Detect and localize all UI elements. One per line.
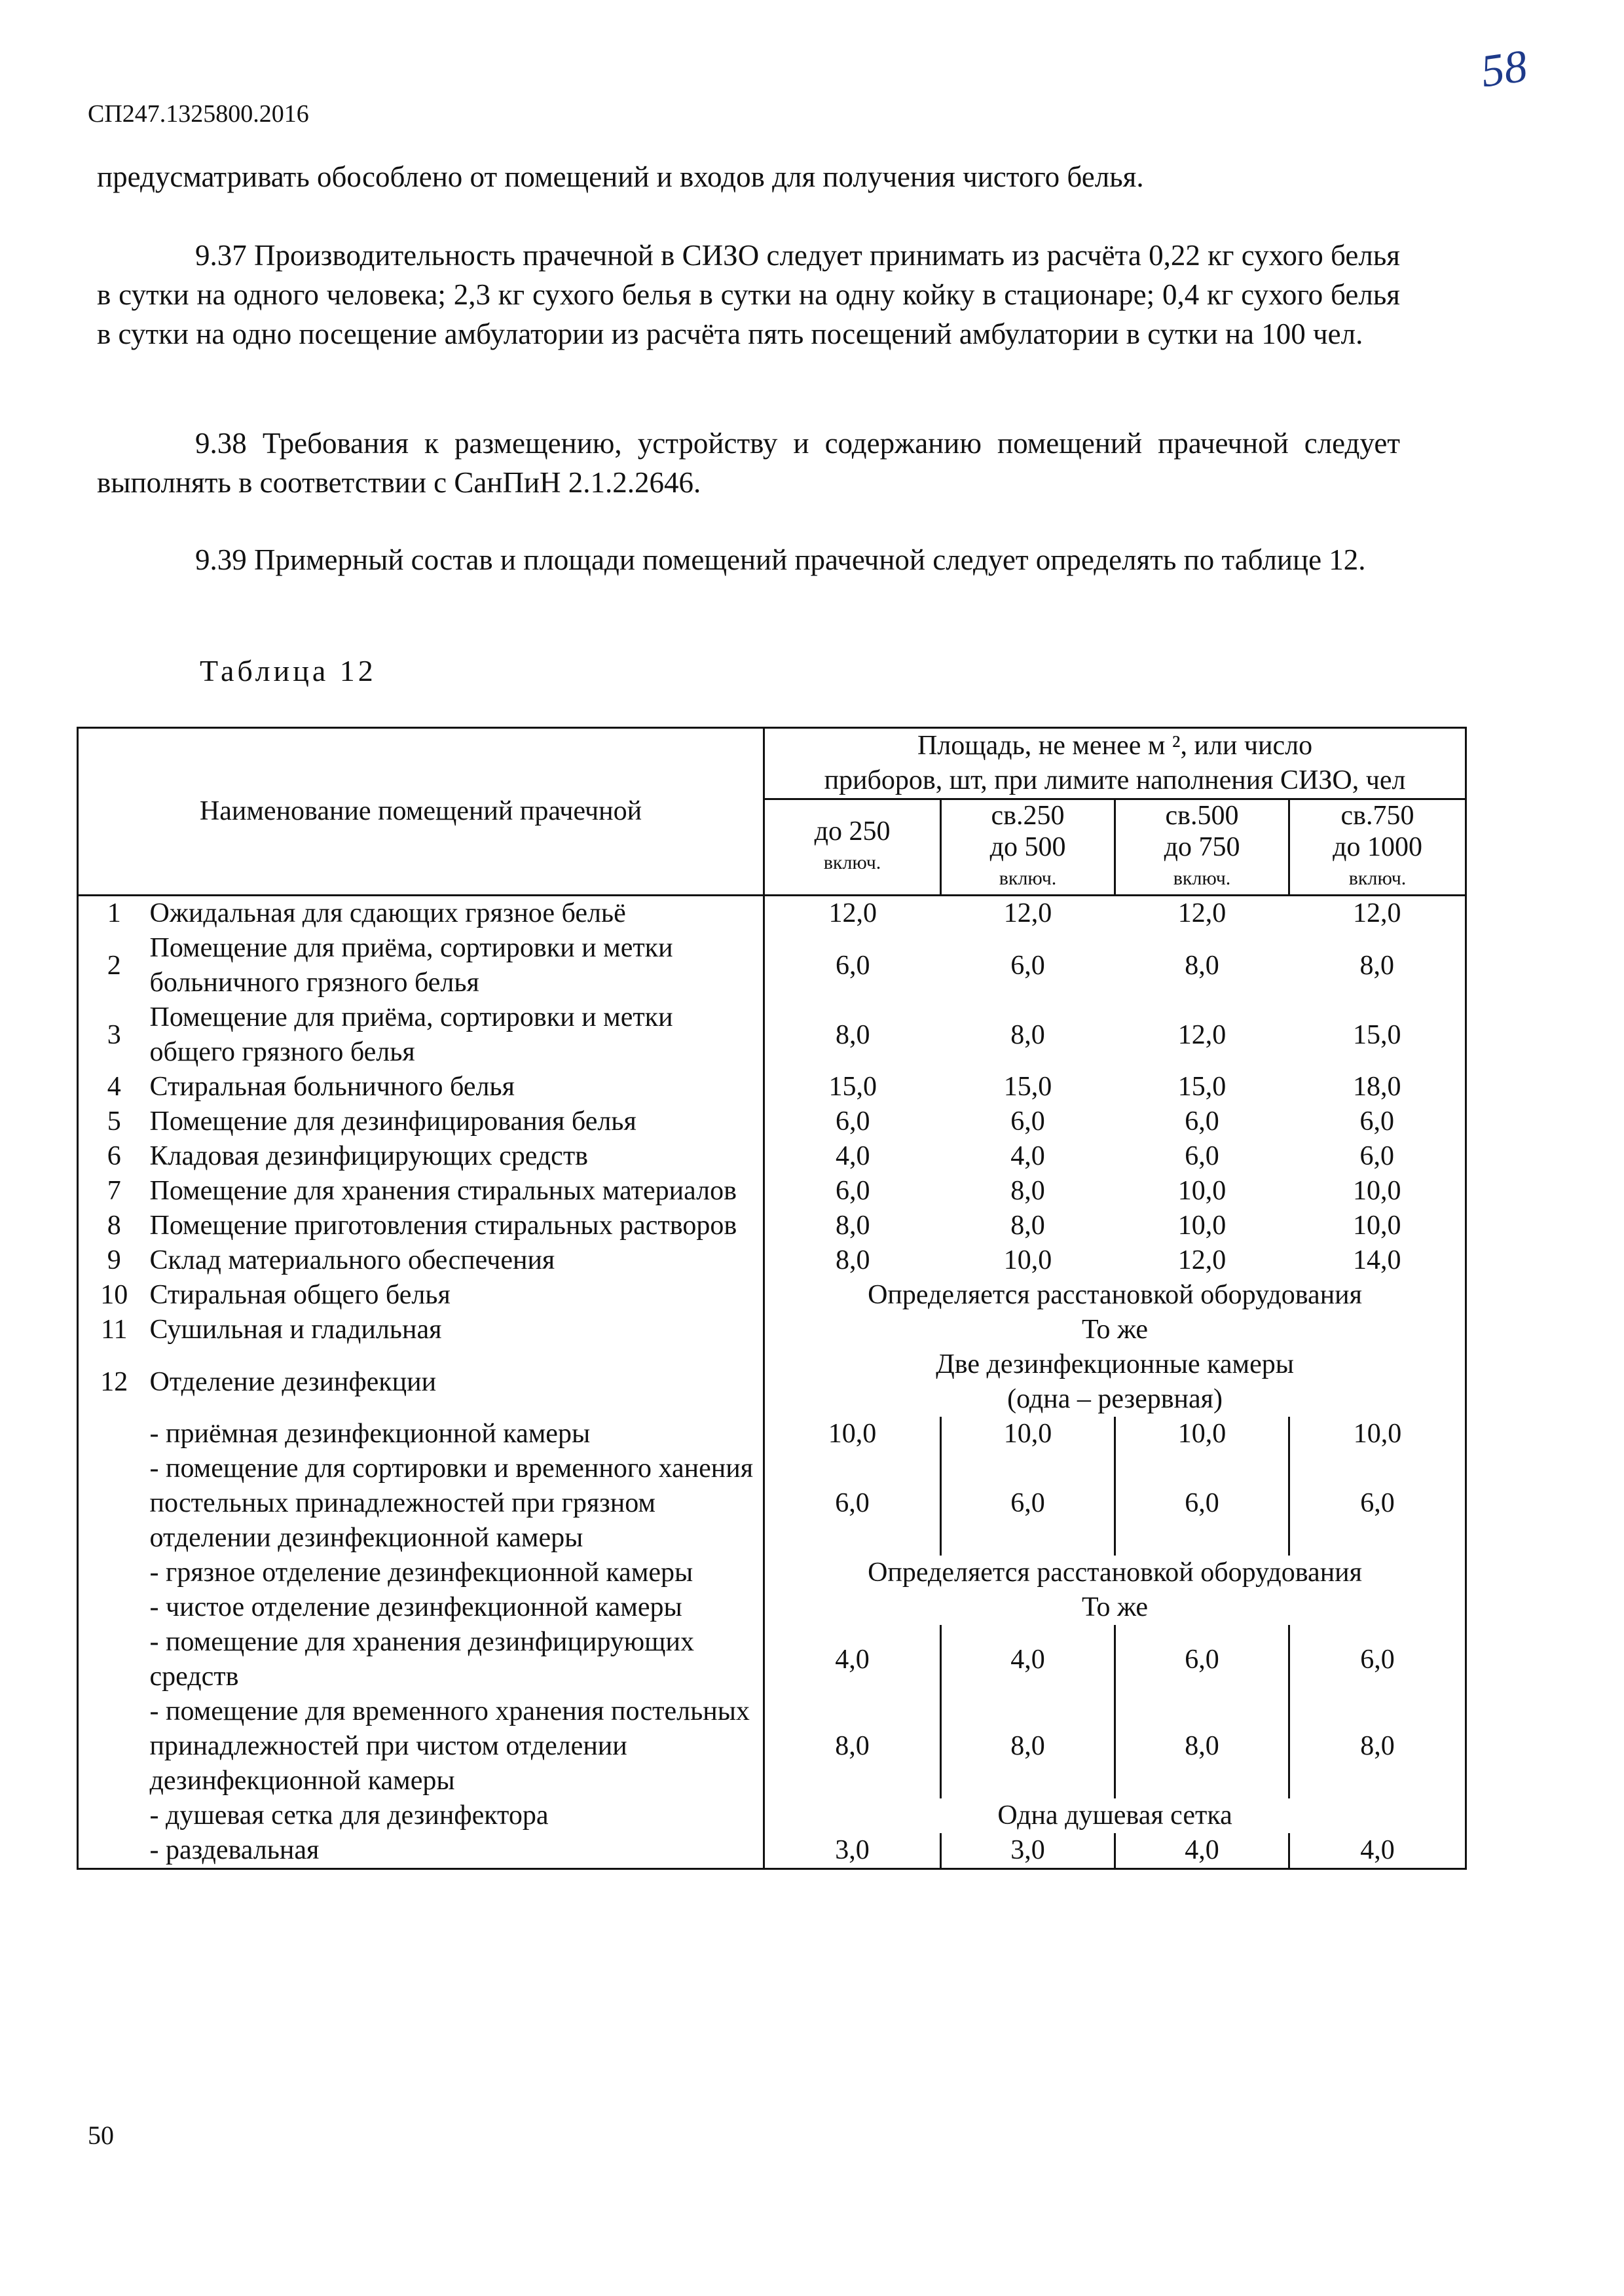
header-col-4-line-c: включ.: [1348, 867, 1407, 889]
value-cell: 6,0: [1010, 1106, 1045, 1137]
header-col-250-500: [941, 799, 1115, 896]
row-name: Отделение дезинфекции: [150, 1347, 764, 1417]
value-cell: 8,0: [835, 1731, 870, 1761]
value-cell: 6,0: [835, 1488, 870, 1518]
value-cell: 15,0: [1289, 1000, 1466, 1070]
table-row: [78, 1347, 1466, 1417]
row-number: 6: [78, 1139, 150, 1174]
table-sub-row: [78, 1833, 1466, 1869]
value-cell: 12,0: [828, 898, 877, 928]
header-room-name: Наименование помещений прачечной: [78, 728, 764, 896]
value-cell: 10,0: [941, 1417, 1115, 1451]
merged-note: Одна душевая сетка: [764, 1798, 1466, 1833]
value-cell: 15,0: [1177, 1072, 1227, 1102]
row-number-empty: [78, 1694, 150, 1798]
header-col-1-line-a: до 250: [814, 816, 891, 847]
value-cell: 6,0: [1185, 1106, 1219, 1137]
value-cell: 6,0: [836, 1106, 870, 1137]
header-col-2-line-a: св.250: [991, 801, 1065, 831]
row-name: Склад материального обеспечения: [150, 1243, 764, 1278]
row-name: - помещение для сортировки и временного ханения постельных принадлежностей при грязном отделении дезинфекционной камеры: [150, 1451, 764, 1556]
value-cell: 10,0: [1115, 1417, 1289, 1451]
value-cell: 15,0: [1003, 1072, 1052, 1102]
value-cell: 8,0: [836, 1211, 870, 1241]
page-number: 50: [88, 2121, 114, 2150]
header-col-3-line-a: св.500: [1165, 801, 1239, 831]
value-cell: 8,0: [1010, 1019, 1045, 1050]
value-cell: 6,0: [1115, 1451, 1289, 1556]
value-cell: 8,0: [836, 1019, 870, 1050]
value-cell: 8,0: [941, 1694, 1115, 1798]
table-row: [78, 1243, 1466, 1278]
header-col-750-1000: [1289, 799, 1466, 896]
paragraph-9-38: 9.38 Требования к размещению, устройству и содержанию помещений прачечной следует выполнять в соответствии с СанПиН 2.1.2.2646.: [97, 427, 1400, 499]
header-col-upto-250: [764, 799, 941, 896]
row-number: 8: [78, 1209, 150, 1243]
row-name: - приёмная дезинфекционной камеры: [150, 1417, 764, 1451]
value-cell: 10,0: [828, 1419, 877, 1449]
value-cell: 8,0: [1289, 1694, 1466, 1798]
value-cell: 6,0: [1289, 1451, 1466, 1556]
row-name: Помещение для приёма, сортировки и метки больничного грязного белья: [150, 931, 764, 1000]
value-cell: 4,0: [836, 1141, 870, 1171]
value-cell: 10,0: [1289, 1209, 1466, 1243]
value-cell: 6,0: [836, 1176, 870, 1206]
table-row: [78, 896, 1466, 932]
row-name: Стиральная общего белья: [150, 1278, 764, 1313]
row-name: Помещение для хранения стиральных материалов: [150, 1174, 764, 1209]
row-number-empty: [78, 1417, 150, 1451]
table-sub-row: [78, 1798, 1466, 1833]
value-cell: 6,0: [941, 1451, 1115, 1556]
row-name: - помещение для хранения дезинфицирующих средств: [150, 1625, 764, 1694]
table-row: [78, 931, 1466, 1000]
value-cell: 4,0: [1010, 1141, 1045, 1171]
table-row: [78, 1278, 1466, 1313]
header-col-500-750: [1115, 799, 1289, 896]
header-col-4-line-a: св.750: [1340, 801, 1414, 831]
value-cell: 18,0: [1289, 1070, 1466, 1104]
value-cell: 3,0: [941, 1833, 1115, 1869]
value-cell: 6,0: [1289, 1625, 1466, 1694]
value-cell: 10,0: [1289, 1174, 1466, 1209]
value-cell: 15,0: [828, 1072, 877, 1102]
paragraph-9-37: 9.37 Производительность прачечной в СИЗО следует принимать из расчёта 0,22 кг сухого белья в сутки на одного человека; 2,3 кг сухого белья в сутки на одну койку в стационаре; 0,4 кг сухого белья в сутки на одно посещение амбулатории из расчёта пять посещений амбулатории в сутки на 100 чел.: [97, 239, 1400, 350]
value-cell: 14,0: [1289, 1243, 1466, 1278]
value-cell: 12,0: [1177, 1245, 1227, 1275]
row-name: - грязное отделение дезинфекционной камеры: [150, 1556, 764, 1590]
row-number: 10: [78, 1278, 150, 1313]
value-cell: 8,0: [1289, 931, 1466, 1000]
row-name: Кладовая дезинфицирующих средств: [150, 1139, 764, 1174]
row-number-empty: [78, 1556, 150, 1590]
value-cell: 12,0: [1289, 896, 1466, 932]
merged-note: То же: [764, 1590, 1466, 1625]
value-cell: 10,0: [1289, 1417, 1466, 1451]
value-cell: 12,0: [1177, 898, 1227, 928]
merged-note-line-1: Две дезинфекционные камеры: [936, 1349, 1294, 1379]
value-cell: 8,0: [836, 1245, 870, 1275]
value-cell: 6,0: [1289, 1139, 1466, 1174]
row-name: Помещение для приёма, сортировки и метки общего грязного белья: [150, 1000, 764, 1070]
table-sub-row: [78, 1625, 1466, 1694]
header-col-2-line-b: до 500: [989, 832, 1066, 862]
row-number-empty: [78, 1590, 150, 1625]
table-header-row-1: [78, 728, 1466, 799]
merged-note: [764, 1347, 1466, 1417]
row-number: 12: [78, 1347, 150, 1417]
value-cell: 12,0: [1177, 1019, 1227, 1050]
table-row: [78, 1139, 1466, 1174]
value-cell: 10,0: [1177, 1211, 1227, 1241]
header-col-3-line-b: до 750: [1164, 832, 1240, 862]
row-name: - чистое отделение дезинфекционной камеры: [150, 1590, 764, 1625]
table-caption: Таблица 12: [200, 654, 377, 687]
value-cell: 4,0: [1115, 1833, 1289, 1869]
table-row: [78, 1313, 1466, 1347]
row-name: Ожидальная для сдающих грязное бельё: [150, 896, 764, 932]
row-name: Помещение для дезинфицирования белья: [150, 1104, 764, 1139]
header-area-limit: [764, 728, 1466, 799]
table-row: [78, 1000, 1466, 1070]
header-col-2-line-c: включ.: [999, 867, 1057, 889]
paragraph-continuation: предусматривать обособлено от помещений и входов для получения чистого белья.: [97, 160, 1144, 193]
header-col-1-line-b: включ.: [823, 852, 881, 873]
row-name: - раздевальная: [150, 1833, 764, 1869]
table-sub-row: [78, 1694, 1466, 1798]
row-number: 5: [78, 1104, 150, 1139]
value-cell: 6,0: [836, 950, 870, 981]
row-number-empty: [78, 1798, 150, 1833]
row-number-empty: [78, 1625, 150, 1694]
value-cell: 10,0: [1177, 1176, 1227, 1206]
row-number: 9: [78, 1243, 150, 1278]
value-cell: 10,0: [1003, 1245, 1052, 1275]
value-cell: 8,0: [1010, 1176, 1045, 1206]
row-name: Помещение приготовления стиральных растворов: [150, 1209, 764, 1243]
row-name: Стиральная больничного белья: [150, 1070, 764, 1104]
header-col-3-line-c: включ.: [1173, 867, 1231, 889]
merged-note: Определяется расстановкой оборудования: [764, 1278, 1466, 1313]
value-cell: 8,0: [1115, 1694, 1289, 1798]
value-cell: 6,0: [1185, 1141, 1219, 1171]
header-area-line-1: Площадь, не менее м ², или число: [917, 731, 1313, 761]
table-row: [78, 1070, 1466, 1104]
table-row: [78, 1174, 1466, 1209]
merged-note: Определяется расстановкой оборудования: [764, 1556, 1466, 1590]
laundry-rooms-table: [77, 727, 1467, 1870]
header-col-4-line-b: до 1000: [1333, 832, 1422, 862]
table-row: [78, 1209, 1466, 1243]
table-sub-row: [78, 1417, 1466, 1451]
value-cell: 4,0: [941, 1625, 1115, 1694]
row-number: 11: [78, 1313, 150, 1347]
table-sub-row: [78, 1451, 1466, 1556]
header-area-line-2: приборов, шт, при лимите наполнения СИЗО, чел: [824, 765, 1406, 795]
handwritten-page-number: 58: [1477, 41, 1530, 98]
value-cell: 3,0: [764, 1833, 941, 1869]
row-number-empty: [78, 1833, 150, 1869]
table-sub-row: [78, 1590, 1466, 1625]
row-number: 3: [78, 1000, 150, 1070]
value-cell: 6,0: [1115, 1625, 1289, 1694]
merged-note-line-2: (одна – резервная): [1007, 1384, 1223, 1414]
value-cell: 8,0: [1010, 1211, 1045, 1241]
document-code: СП247.1325800.2016: [88, 100, 309, 128]
value-cell: 12,0: [1003, 898, 1052, 928]
row-number: 1: [78, 896, 150, 932]
row-name: - помещение для временного хранения постельных принадлежностей при чистом отделении дезинфекционной камеры: [150, 1694, 764, 1798]
row-number-empty: [78, 1451, 150, 1556]
row-name: - душевая сетка для дезинфектора: [150, 1798, 764, 1833]
row-name: Сушильная и гладильная: [150, 1313, 764, 1347]
value-cell: 8,0: [1185, 950, 1219, 981]
paragraph-9-39: 9.39 Примерный состав и площади помещений прачечной следует определять по таблице 12.: [195, 543, 1366, 576]
row-number: 2: [78, 931, 150, 1000]
value-cell: 6,0: [1010, 950, 1045, 981]
merged-note: То же: [764, 1313, 1466, 1347]
table-sub-row: [78, 1556, 1466, 1590]
value-cell: 4,0: [835, 1644, 870, 1675]
value-cell: 4,0: [1289, 1833, 1466, 1869]
row-number: 4: [78, 1070, 150, 1104]
row-number: 7: [78, 1174, 150, 1209]
value-cell: 6,0: [1289, 1104, 1466, 1139]
table-row: [78, 1104, 1466, 1139]
